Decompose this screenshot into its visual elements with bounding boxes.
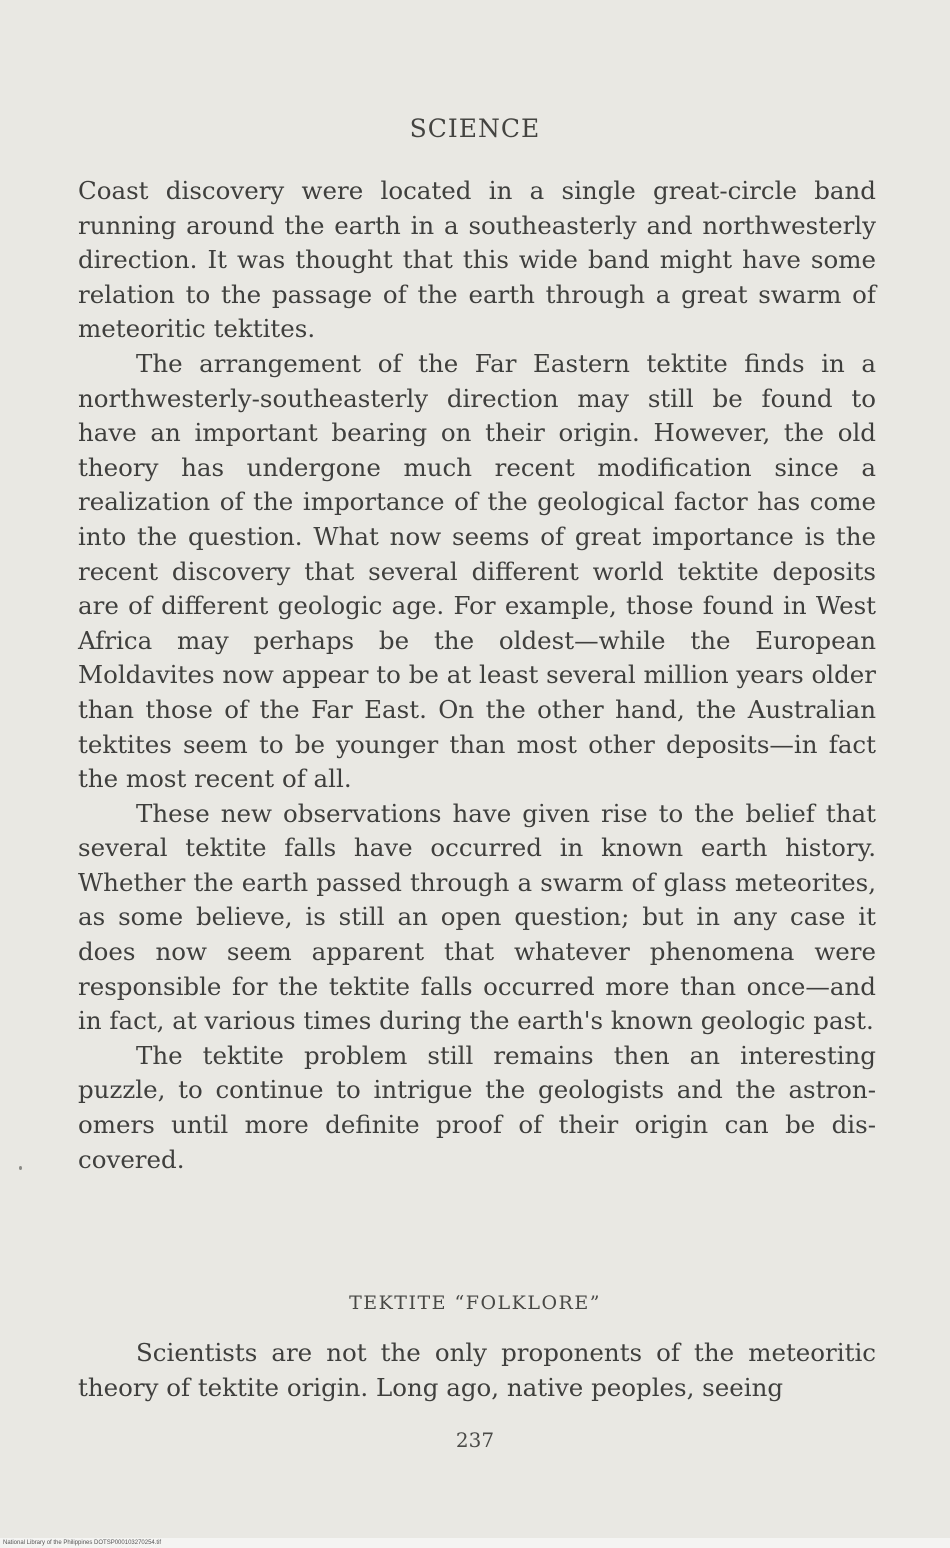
- paragraph-1: Coast discovery were located in a single great-circle band running around the earth in a southeasterly and northwesterly direction. It was thought that this wide band might have some relation to the passage of the earth through a great swarm of meteoritic tektites.: [78, 176, 876, 344]
- paragraph-3: These new observations have given rise to the belief that several tektite falls have occurred in known earth history. Whether the earth passed through a swarm of glass meteorites, as some believe, is still an open question; but in any case it does now seem apparent that whatever phenomena were responsible for the tektite falls occurred more than once—and in fact, at various times during the earth's known geologic past.: [78, 798, 876, 1036]
- section-heading: TEKTITE “FOLKLORE”: [349, 1292, 601, 1314]
- scan-speck: [19, 1166, 22, 1170]
- section-paragraph: Scientists are not the only proponents of the meteoritic theory of tektite origin. Long ago, native peoples, seeing: [78, 1338, 876, 1402]
- scan-footer-note: National Library of the Philippines DOTSP000103270254.tif: [3, 1540, 162, 1546]
- paragraph-4: The tektite problem still remains then an interesting puzzle, to continue to intrigue the geologists and the astronomers until more definite proof of their origin can be discovered.: [78, 1040, 876, 1174]
- section-body: [78, 1336, 876, 1405]
- paragraph-2: The arrangement of the Far Eastern tektite finds in a northwesterly-southeasterly direction may still be found to have an important bearing on their origin. However, the old theory has undergone much recent modification since a realization of the importance of the geological factor has come into the question. What now seems of great importance is the recent discovery that several different world tektite deposits are of different geologic age. For example, those found in West Africa may perhaps be the oldest—while the European Moldavites now appear to be at least several million years older than those of the Far East. On the other hand, the Australian tektites seem to be younger than most other deposits—in fact the most recent of all.: [78, 348, 876, 794]
- page-number: 237: [455, 1428, 495, 1452]
- body-text: [78, 174, 876, 1177]
- running-head: SCIENCE: [409, 114, 541, 143]
